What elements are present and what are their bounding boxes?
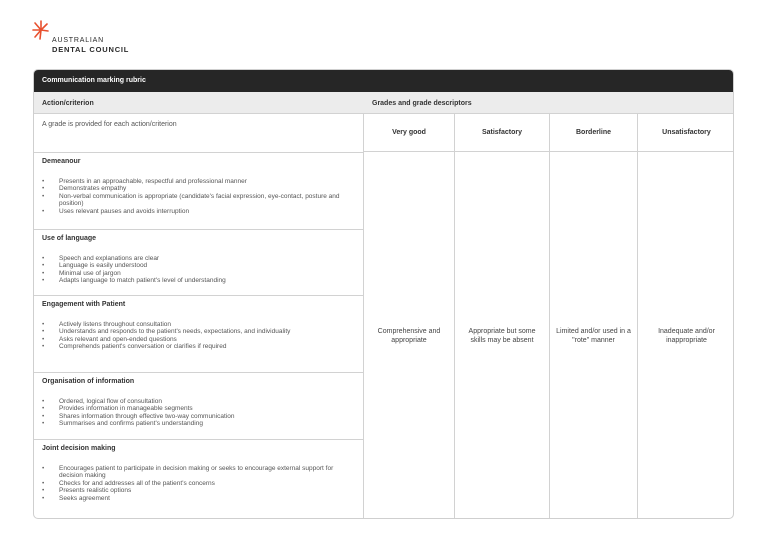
criterion-item: • Presents realistic options [42,487,342,494]
grade-unsatisfactory-header: Unsatisfactory [638,114,734,152]
descriptor-very-good: Comprehensive and appropriate [364,152,455,519]
criterion-item: • Checks for and addresses all of the patient's concerns [42,480,342,487]
criterion-item: • Provides information in manageable segments [42,405,342,412]
logo-text-line2: DENTAL COUNCIL [52,45,130,54]
criterion-title: Use of language [42,235,97,242]
criterion-items [42,465,342,502]
logo-sunburst-icon [32,18,50,42]
criteria-column [34,152,364,519]
grade-borderline-header: Borderline [550,114,638,152]
criterion-title: Organisation of information [42,378,135,385]
criterion-title: Demeanour [42,158,81,165]
criterion-items [42,321,342,351]
criterion-organisation-of-information [34,373,364,440]
criterion-item: • Non-verbal communication is appropriate (candidate's facial expression, eye-contact, posture and position) [42,193,342,208]
criterion-item: • Speech and explanations are clear [42,255,342,262]
rubric-title: Communication marking rubric [34,70,733,92]
adc-logo [32,18,182,54]
logo-text-line1: AUSTRALIAN [52,37,104,44]
criterion-item: • Ordered, logical flow of consultation [42,398,342,405]
criterion-title: Engagement with Patient [42,301,126,308]
criterion-item: • Presents in an approachable, respectful and professional manner [42,178,342,185]
criterion-item: • Minimal use of jargon [42,270,342,277]
criterion-items [42,178,342,215]
criterion-item: • Seeks agreement [42,495,342,502]
criterion-item: • Encourages patient to participate in decision making or seeks to encourage external support for decision making [42,465,342,480]
criterion-item: • Asks relevant and open-ended questions [42,336,342,343]
grades-header: Grades and grade descriptors [364,92,734,114]
criterion-items [42,255,342,285]
criterion-item: • Language is easily understood [42,262,342,269]
descriptor-borderline: Limited and/or used in a "rote" manner [550,152,638,519]
grade-satisfactory-header: Satisfactory [455,114,550,152]
action-criterion-heading: Action/criterion [34,92,364,114]
action-criterion-subtext: A grade is provided for each action/criterion [42,121,177,128]
criterion-item: • Shares information through effective two-way communication [42,413,342,420]
communication-rubric-table [33,69,734,519]
criterion-item: • Adapts language to match patient's level of understanding [42,277,342,284]
criterion-item: • Understands and responds to the patient's needs, expectations, and individuality [42,328,342,335]
grade-very-good-header: Very good [364,114,455,152]
descriptor-unsatisfactory: Inadequate and/or inappropriate [658,327,715,344]
criterion-engagement-with-patient [34,296,364,373]
criterion-item: • Uses relevant pauses and avoids interruption [42,208,342,215]
criterion-item: • Summarises and confirms patient's understanding [42,420,342,427]
criterion-item: • Actively listens throughout consultation [42,321,342,328]
criterion-items [42,398,342,428]
criterion-item: • Comprehends patient's conversation or clarifies if required [42,343,342,350]
descriptor-satisfactory: Appropriate but some skills may be absent [455,152,550,519]
criterion-item: • Demonstrates empathy [42,185,342,192]
criterion-title: Joint decision making [42,445,116,452]
criterion-joint-decision-making [34,440,364,519]
criterion-demeanour [34,153,364,230]
criterion-use-of-language [34,230,364,296]
